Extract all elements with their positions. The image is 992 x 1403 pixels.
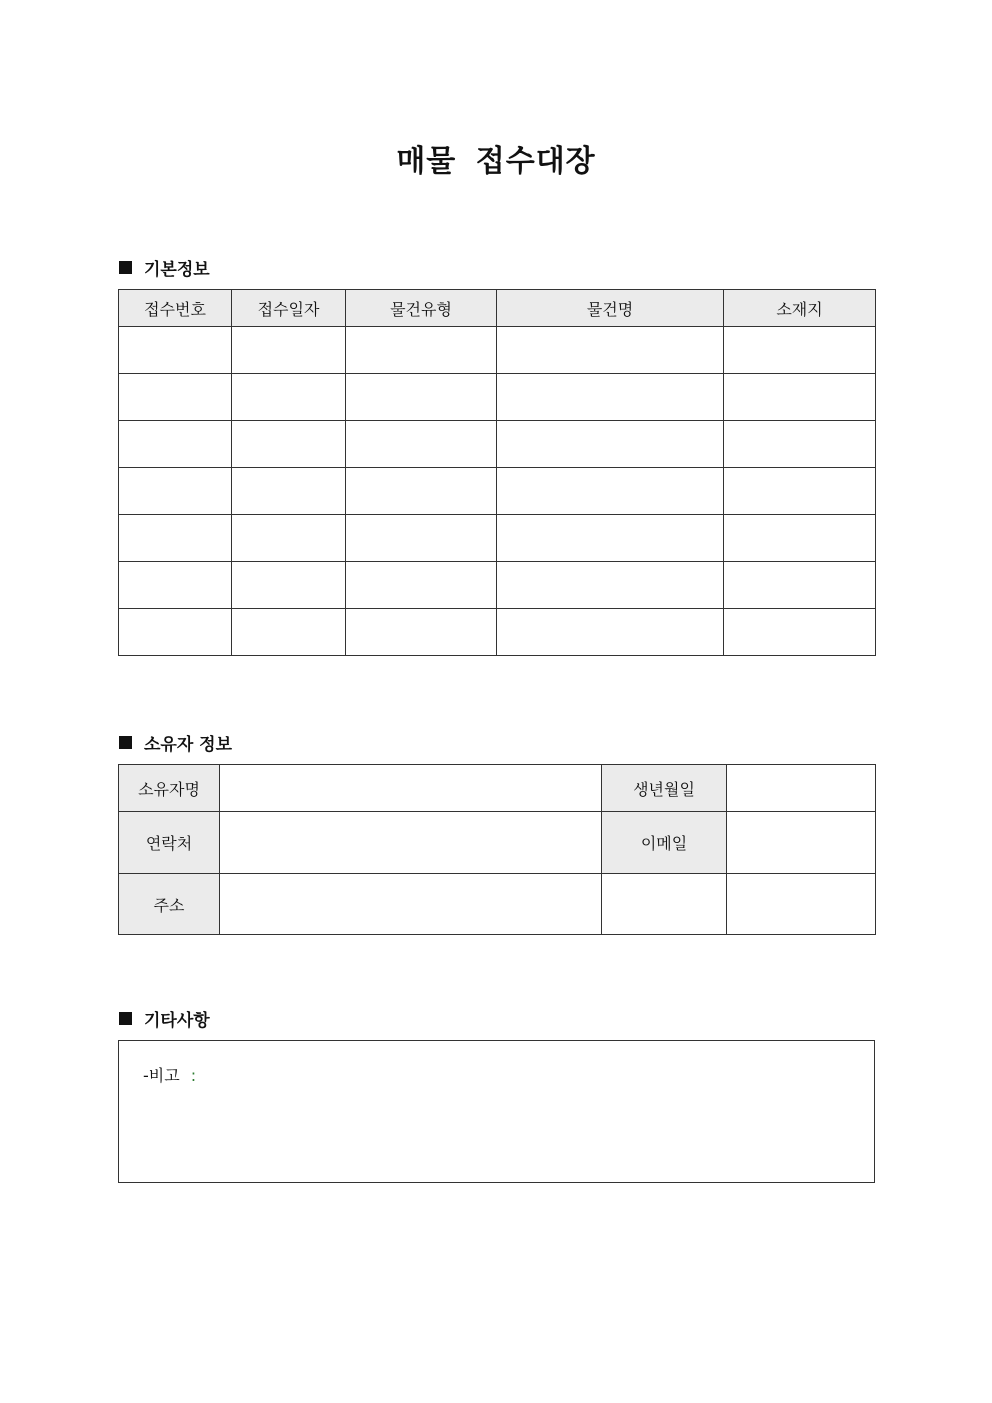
birthdate-label: 생년월일 (602, 765, 727, 812)
table-cell[interactable] (232, 468, 346, 515)
owner-name-field[interactable] (220, 765, 602, 812)
empty-cell[interactable] (602, 874, 727, 935)
table-cell[interactable] (724, 609, 876, 656)
table-row (119, 609, 876, 656)
birthdate-field[interactable] (727, 765, 876, 812)
table-header-row (119, 290, 876, 327)
table-cell[interactable] (497, 421, 724, 468)
document-title: 매물 접수대장 (396, 144, 596, 179)
contact-field[interactable] (220, 812, 602, 874)
table-cell[interactable] (346, 468, 497, 515)
table-cell[interactable] (119, 421, 232, 468)
table-row (119, 874, 876, 935)
table-cell[interactable] (346, 327, 497, 374)
table-cell[interactable] (119, 609, 232, 656)
table-cell[interactable] (232, 562, 346, 609)
email-field[interactable] (727, 812, 876, 874)
table-cell[interactable] (346, 421, 497, 468)
table-row (119, 562, 876, 609)
table-cell[interactable] (119, 515, 232, 562)
col-header-receipt-date: 접수일자 (232, 290, 346, 327)
owner-name-label: 소유자명 (119, 765, 220, 812)
table-cell[interactable] (497, 562, 724, 609)
address-label: 주소 (119, 874, 220, 935)
col-header-property-name: 물건명 (497, 290, 724, 327)
table-row (119, 421, 876, 468)
square-bullet-icon (119, 261, 132, 274)
table-cell[interactable] (346, 562, 497, 609)
table-row (119, 468, 876, 515)
col-header-property-type: 물건유형 (346, 290, 497, 327)
table-cell[interactable] (119, 327, 232, 374)
table-cell[interactable] (232, 421, 346, 468)
table-cell[interactable] (724, 327, 876, 374)
section-heading-basic-label: 기본정보 (144, 260, 210, 280)
remark-label: -비고 (143, 1066, 180, 1085)
table-cell[interactable] (346, 374, 497, 421)
section-heading-notes-label: 기타사항 (144, 1011, 210, 1031)
table-row (119, 327, 876, 374)
square-bullet-icon (119, 1012, 132, 1025)
email-label: 이메일 (602, 812, 727, 874)
table-cell[interactable] (497, 468, 724, 515)
section-heading-owner-label: 소유자 정보 (144, 735, 233, 755)
square-bullet-icon (119, 736, 132, 749)
table-cell[interactable] (724, 468, 876, 515)
remark-colon: : (190, 1066, 197, 1085)
table-cell[interactable] (497, 374, 724, 421)
table-cell[interactable] (724, 374, 876, 421)
section-heading-notes (119, 1006, 210, 1031)
basic-info-table (118, 289, 876, 656)
table-cell[interactable] (232, 327, 346, 374)
table-cell[interactable] (232, 374, 346, 421)
table-row (119, 812, 876, 874)
table-cell[interactable] (724, 562, 876, 609)
contact-label: 연락처 (119, 812, 220, 874)
remark-line (143, 1063, 196, 1086)
table-cell[interactable] (497, 609, 724, 656)
owner-info-table (118, 764, 876, 935)
table-cell[interactable] (232, 609, 346, 656)
table-cell[interactable] (119, 374, 232, 421)
section-heading-basic (119, 255, 210, 280)
table-cell[interactable] (232, 515, 346, 562)
col-header-receipt-number: 접수번호 (119, 290, 232, 327)
address-field[interactable] (220, 874, 602, 935)
table-cell[interactable] (346, 515, 497, 562)
empty-cell[interactable] (727, 874, 876, 935)
table-row (119, 515, 876, 562)
table-cell[interactable] (119, 562, 232, 609)
table-cell[interactable] (724, 421, 876, 468)
section-heading-owner (119, 730, 232, 755)
table-cell[interactable] (724, 515, 876, 562)
col-header-location: 소재지 (724, 290, 876, 327)
notes-box[interactable] (118, 1040, 875, 1183)
table-cell[interactable] (497, 327, 724, 374)
table-row (119, 765, 876, 812)
table-cell[interactable] (346, 609, 497, 656)
table-row (119, 374, 876, 421)
table-cell[interactable] (497, 515, 724, 562)
table-cell[interactable] (119, 468, 232, 515)
